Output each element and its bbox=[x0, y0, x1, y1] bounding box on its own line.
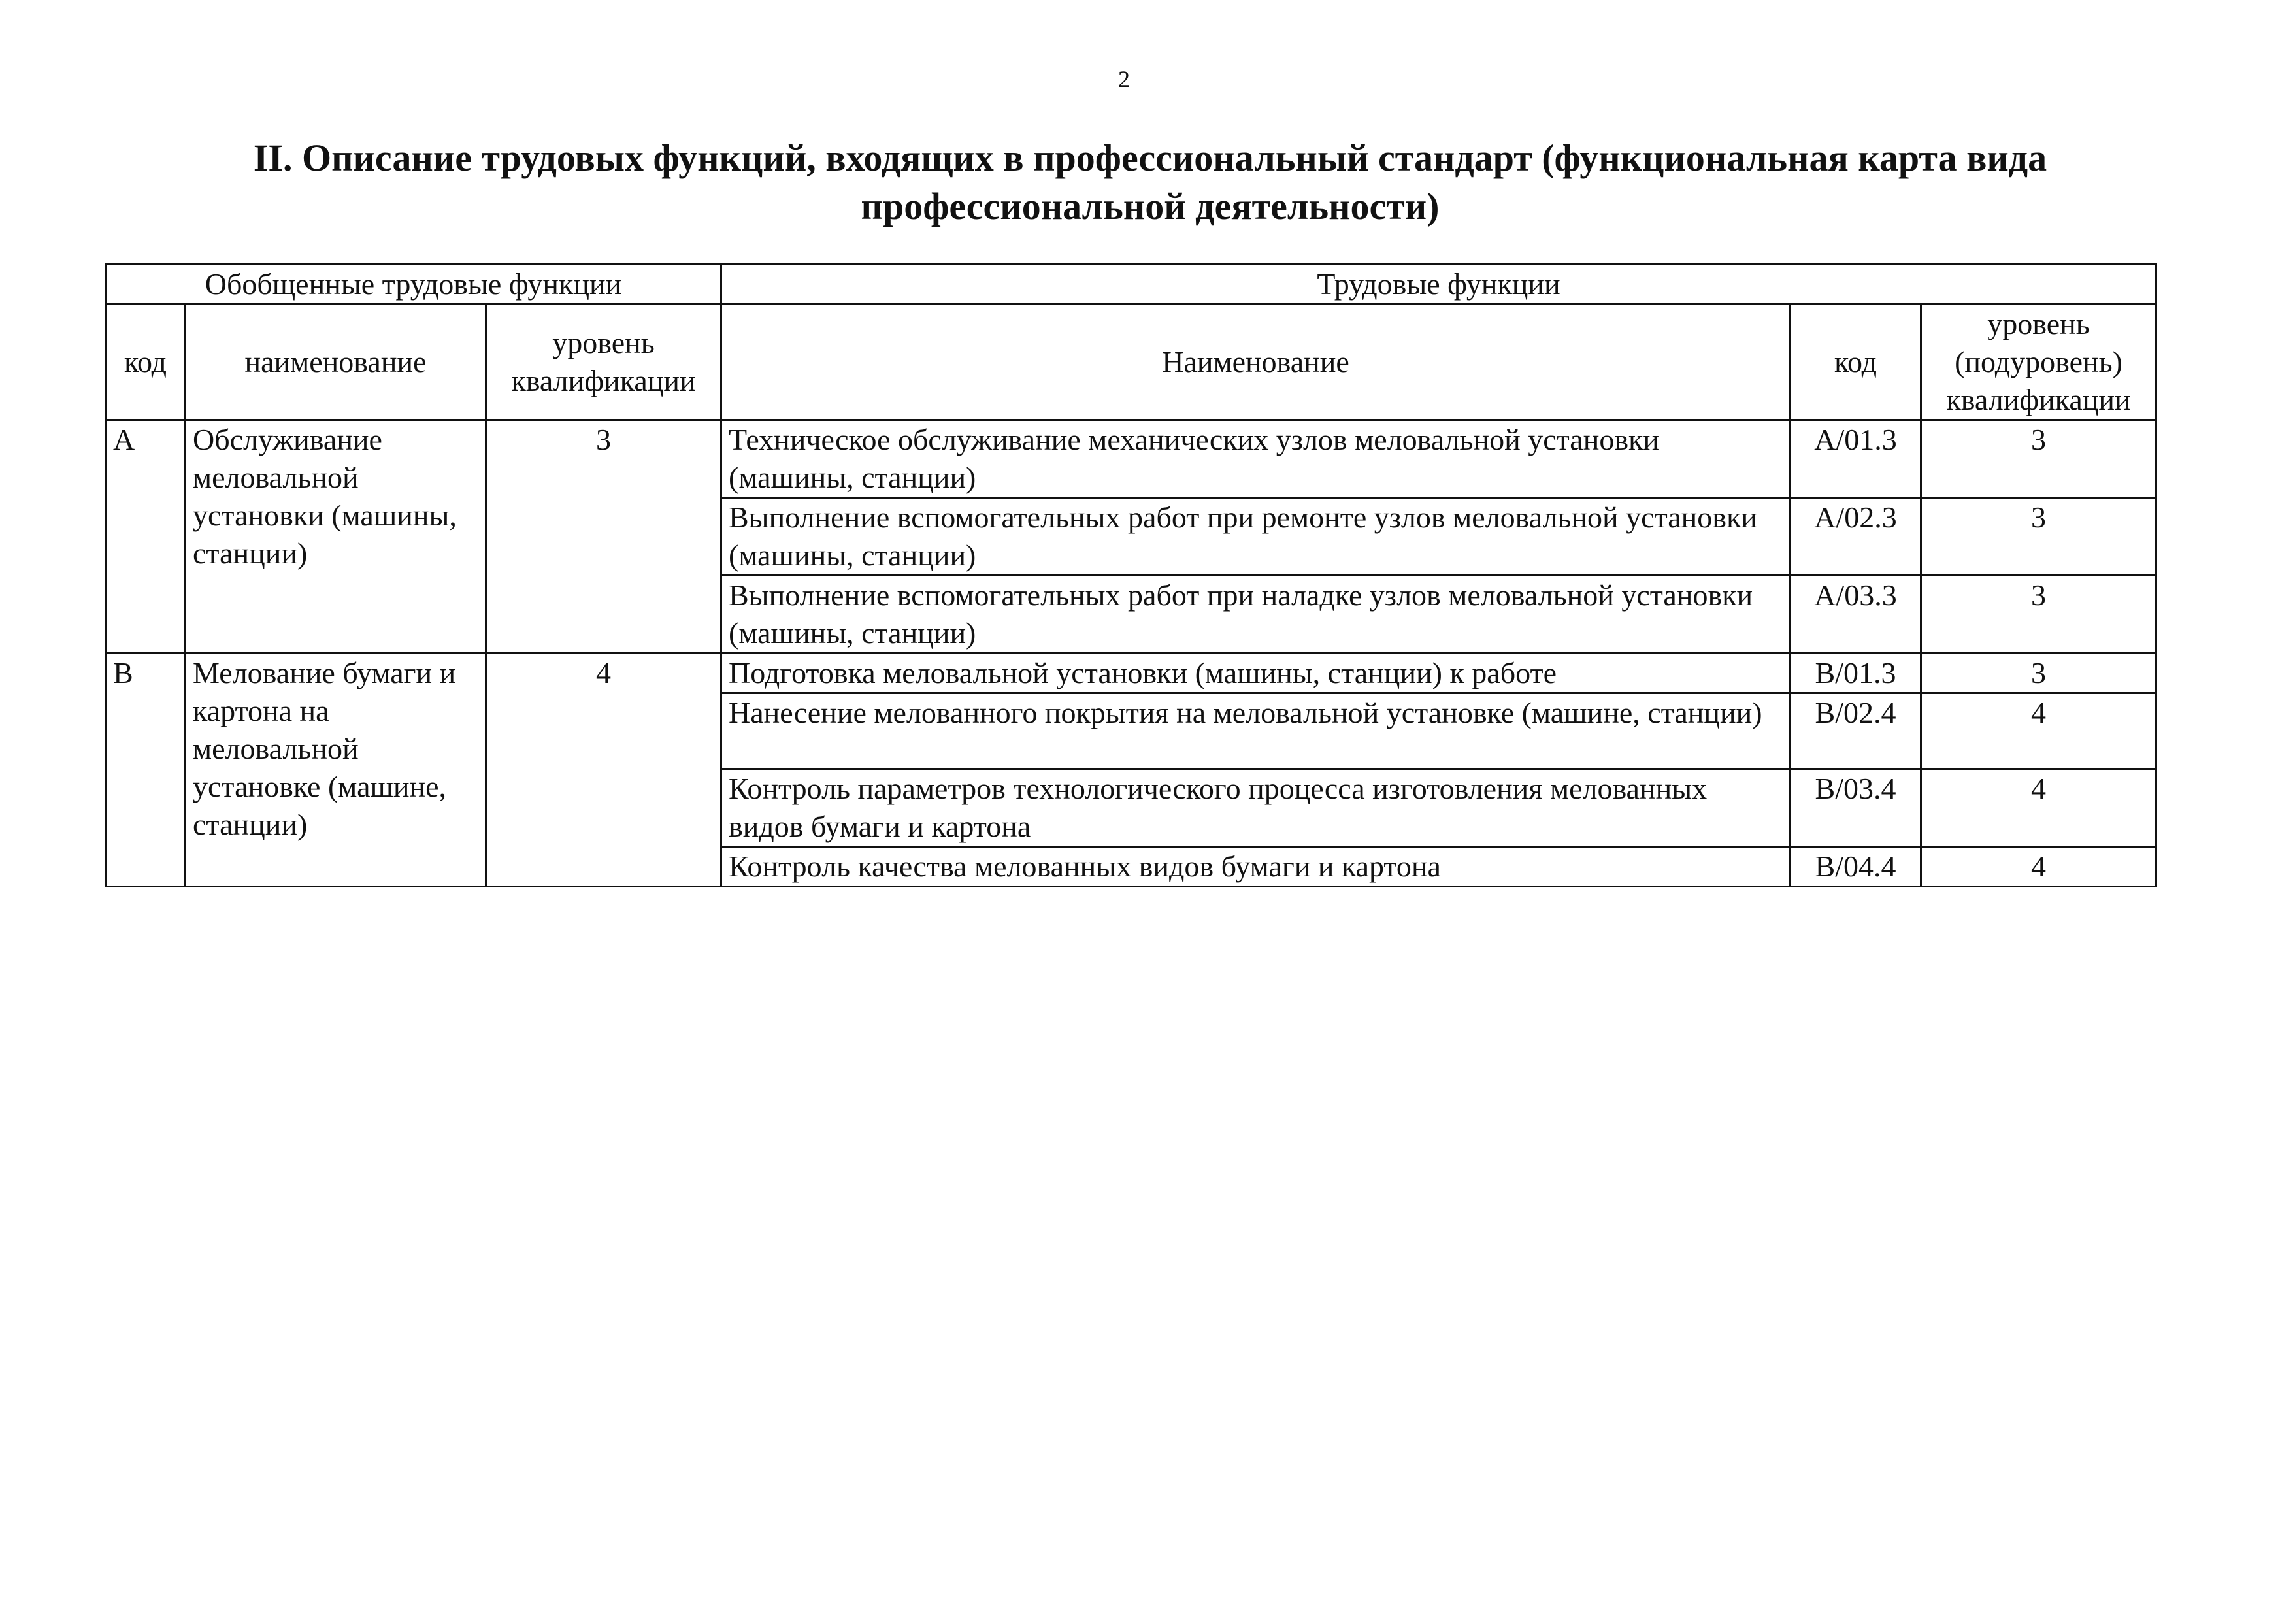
function-name: Подготовка меловальной установки (машины, станции) к работе bbox=[721, 654, 1791, 693]
group-name: Обслуживание меловальной установки (машины, станции) bbox=[186, 420, 486, 654]
function-name: Техническое обслуживание механических узлов меловальной установки (машины, станции) bbox=[721, 420, 1791, 498]
group-code: A bbox=[106, 420, 186, 654]
table-row bbox=[106, 654, 2156, 693]
function-level: 4 bbox=[1921, 847, 2156, 887]
functional-map-table bbox=[105, 263, 2157, 887]
header-labor-functions: Трудовые функции bbox=[721, 264, 2156, 305]
function-code: B/01.3 bbox=[1791, 654, 1921, 693]
function-code: A/01.3 bbox=[1791, 420, 1921, 498]
table-row bbox=[106, 420, 2156, 498]
section-title: II. Описание трудовых функций, входящих в профессиональный стандарт (функциональная карта вида профессиональной деятельности) bbox=[253, 137, 2047, 227]
function-name: Выполнение вспомогательных работ при ремонте узлов меловальной установки (машины, станции) bbox=[721, 498, 1791, 576]
function-name: Нанесение мелованного покрытия на меловальной установке (машине, станции) bbox=[721, 693, 1791, 769]
function-level: 3 bbox=[1921, 654, 2156, 693]
function-level: 3 bbox=[1921, 498, 2156, 576]
function-code: B/03.4 bbox=[1791, 769, 1921, 847]
column-gen-level: уровень квалификации bbox=[486, 305, 721, 420]
function-name: Контроль параметров технологического процесса изготовления мелованных видов бумаги и картона bbox=[721, 769, 1791, 847]
column-gen-name: наименование bbox=[186, 305, 486, 420]
function-code: B/02.4 bbox=[1791, 693, 1921, 769]
header-generalized-functions: Обобщенные трудовые функции bbox=[106, 264, 721, 305]
function-code: A/03.3 bbox=[1791, 576, 1921, 654]
group-level: 3 bbox=[486, 420, 721, 654]
function-level: 4 bbox=[1921, 693, 2156, 769]
function-level: 3 bbox=[1921, 420, 2156, 498]
column-func-name: Наименование bbox=[721, 305, 1791, 420]
group-code: B bbox=[106, 654, 186, 887]
page-number: 2 bbox=[1118, 66, 1130, 92]
function-level: 3 bbox=[1921, 576, 2156, 654]
function-code: A/02.3 bbox=[1791, 498, 1921, 576]
column-func-code: код bbox=[1791, 305, 1921, 420]
function-code: B/04.4 bbox=[1791, 847, 1921, 887]
function-level: 4 bbox=[1921, 769, 2156, 847]
column-gen-code: код bbox=[106, 305, 186, 420]
column-func-level: уровень (подуровень) квалификации bbox=[1921, 305, 2156, 420]
group-level: 4 bbox=[486, 654, 721, 887]
group-name: Мелование бумаги и картона на меловальной установке (машине, станции) bbox=[186, 654, 486, 887]
function-name: Выполнение вспомогательных работ при наладке узлов меловальной установки (машины, станции) bbox=[721, 576, 1791, 654]
function-name: Контроль качества мелованных видов бумаги и картона bbox=[721, 847, 1791, 887]
